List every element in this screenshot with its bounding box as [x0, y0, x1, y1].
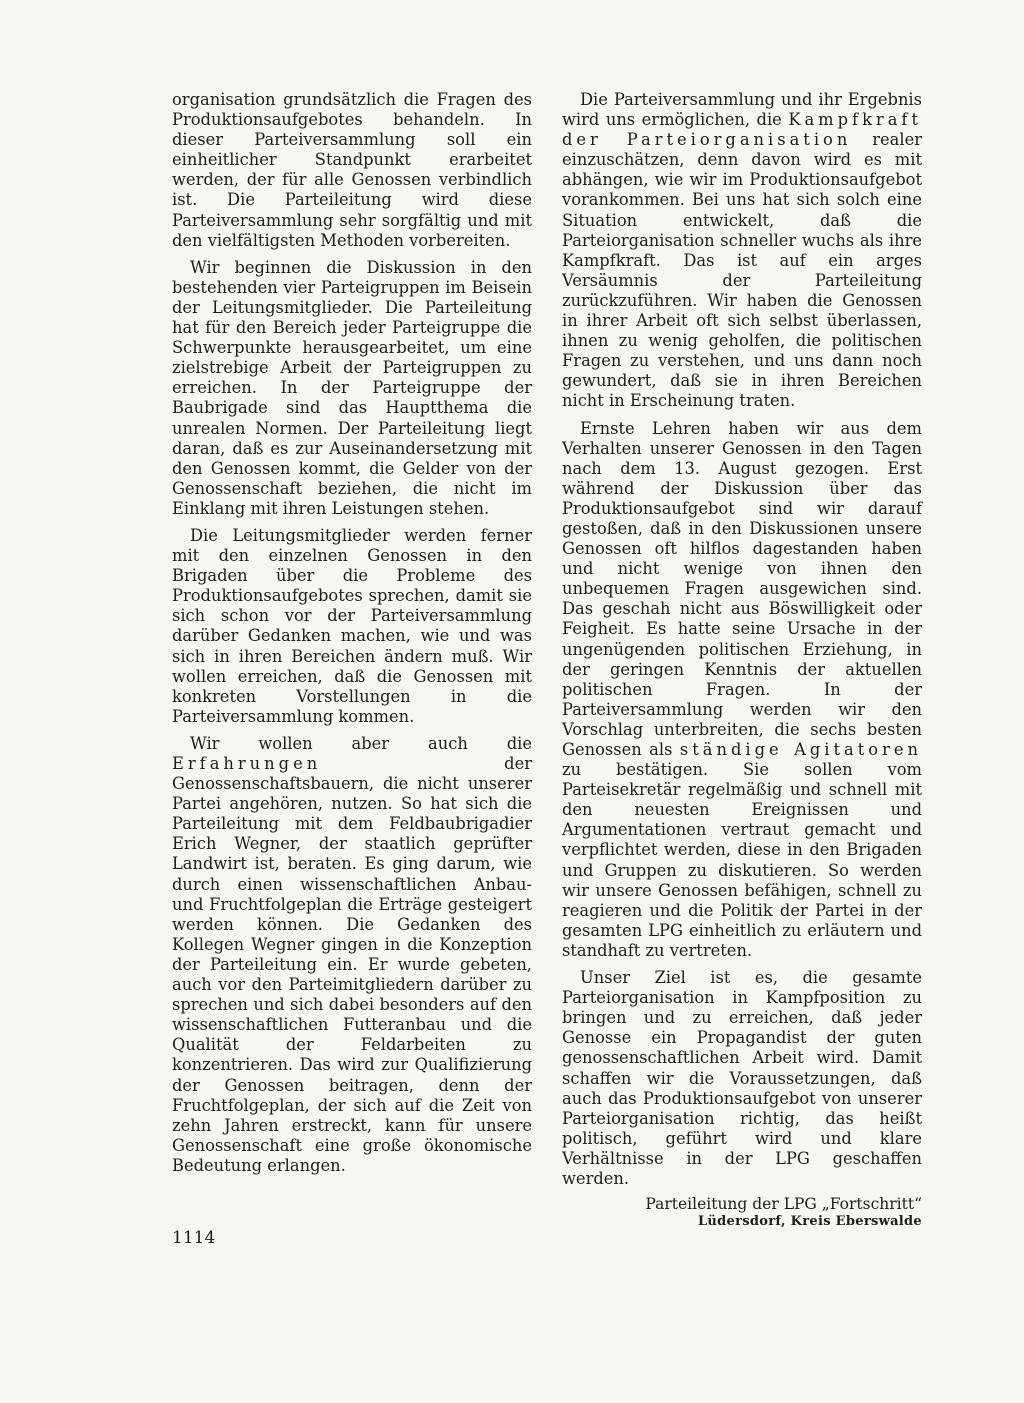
paragraph: organisation grundsätzlich die Fragen des Produktionsaufgebotes behandeln. In dieser Parteiversammlung soll ein einheitlicher Standpunkt erarbeitet werden, der für alle Genossen verbindlich ist. Die Parteileitung wird diese Parteiversammlung sehr sorgfältig und mit den vielfältigsten Methoden vorbereiten.	[172, 90, 532, 250]
left-column	[172, 90, 532, 1183]
text-run: Die Parteiversammlung und ihr Ergebnis wird uns ermöglichen, die	[562, 90, 922, 130]
page-number: 1114	[172, 1228, 216, 1248]
right-column	[562, 90, 922, 1230]
signature-place: Lüdersdorf, Kreis Eberswalde	[697, 1214, 922, 1230]
paragraph	[172, 734, 532, 1176]
text-run: zu bestätigen. Sie sollen vom Parteisekretär regelmäßig und schnell mit den neuesten Ereignissen und Argumentationen vertraut gemacht und verpflichtet werden, diese in den Brigaden und Gruppen zu diskutieren. So werden wir unsere Genossen befähigen, schnell zu reagieren und die Politik der Partei in der gesamten LPG einheitlich zu erläutern und standhaft zu vertreten.	[562, 760, 922, 960]
paragraph	[562, 419, 922, 962]
paragraph	[562, 90, 922, 412]
paragraph: Wir beginnen die Diskussion in den bestehenden vier Parteigruppen im Beisein der Leitungsmitglieder. Die Parteileitung hat für den Bereich jeder Parteigruppe die Schwerpunkte herausgearbeitet, um eine zielstrebige Arbeit der Parteigruppen zu erreichen. In der Parteigruppe der Baubrigade sind das Hauptthema die unrealen Normen. Der Parteileitung liegt daran, daß es zur Auseinandersetzung mit den Genossen kommt, die Gelder von der Genossenschaft beziehen, die nicht im Einklang mit ihren Leistungen stehen.	[172, 257, 532, 518]
text-run: Wir wollen aber auch die	[190, 733, 532, 753]
text-run: realer einzuschätzen, denn davon wird es mit abhängen, wie wir im Produktionsaufgebot vorankommen. Bei uns hat sich solch eine Situation entwickelt, daß die Parteiorganisation schneller wuchs als ihre Kampfkraft. Das ist auf ein arges Versäumnis der Parteileitung zurückzuführen. Wir haben die Genossen in ihrer Arbeit oft sich selbst überlassen, ihnen zu wenig geholfen, die politischen Fragen zu verstehen, und uns dann noch gewundert, daß sie in ihren Bereichen nicht in Erscheinung traten.	[562, 130, 922, 411]
emphasis-spaced: ständige Agitatoren	[679, 740, 922, 759]
signature: Parteileitung der LPG „Fortschritt“	[645, 1195, 922, 1214]
text-run: der Genossenschaftsbauern, die nicht unserer Partei angehören, nutzen. So hat sich die Parteileitung mit dem Feldbaubrigadier Erich Wegner, der staatlich geprüfter Landwirt ist, beraten. Es ging darum, wie durch einen wissenschaftlichen Anbau- und Fruchtfolgeplan die Erträge gesteigert werden können. Die Gedanken des Kollegen Wegner gingen in die Konzeption der Parteileitung ein. Er wurde gebeten, auch vor den Parteimitgliedern darüber zu sprechen und sich dabei besonders auf den wissenschaftlichen Futteranbau und die Qualität der Feldarbeiten zu konzentrieren. Das wird zur Qualifizierung der Genossen beitragen, denn der Fruchtfolgeplan, der sich auf die Zeit von zehn Jahren erstreckt, kann für unsere Genossenschaft eine große ökonomische Bedeutung erlangen.	[172, 754, 532, 1175]
paragraph: Die Leitungsmitglieder werden ferner mit den einzelnen Genossen in den Brigaden über die Probleme des Produktionsaufgebotes sprechen, damit sie sich schon vor der Parteiversammlung darüber Gedanken machen, wie und was sich in ihren Bereichen ändern muß. Wir wollen erreichen, daß die Genossen mit konkreten Vorstellungen in die Parteiversammlung kommen.	[172, 525, 532, 726]
text-run: Ernste Lehren haben wir aus dem Verhalten unserer Genossen in den Tagen nach dem 13. August gezogen. Erst während der Diskussion über das Produktionsaufgebot sind wir darauf gestoßen, daß in den Diskussionen unsere Genossen oft hilflos dagestanden haben und nicht wenige von ihnen den unbequemen Fragen ausgewichen sind. Das geschah nicht aus Böswilligkeit oder Feigheit. Es hatte seine Ursache in der ungenügenden politischen Erziehung, in der geringen Kenntnis der aktuellen politischen Fragen. In der Parteiversammlung werden wir den Vorschlag unterbreiten, die sechs besten Genossen als	[562, 418, 922, 759]
paragraph: Unser Ziel ist es, die gesamte Parteiorganisation in Kampfposition zu bringen und zu erreichen, daß jeder Genosse ein Propagandist der guten genossenschaftlichen Arbeit wird. Damit schaffen wir die Voraussetzungen, daß auch das Produktionsaufgebot von unserer Parteiorganisation richtig, das heißt politisch, geführt wird und klare Verhältnisse in der LPG geschaffen werden.	[562, 968, 922, 1188]
emphasis-spaced: Kampfkraft der Parteiorganisation	[562, 110, 922, 150]
emphasis-spaced: Erfahrungen	[172, 754, 322, 773]
